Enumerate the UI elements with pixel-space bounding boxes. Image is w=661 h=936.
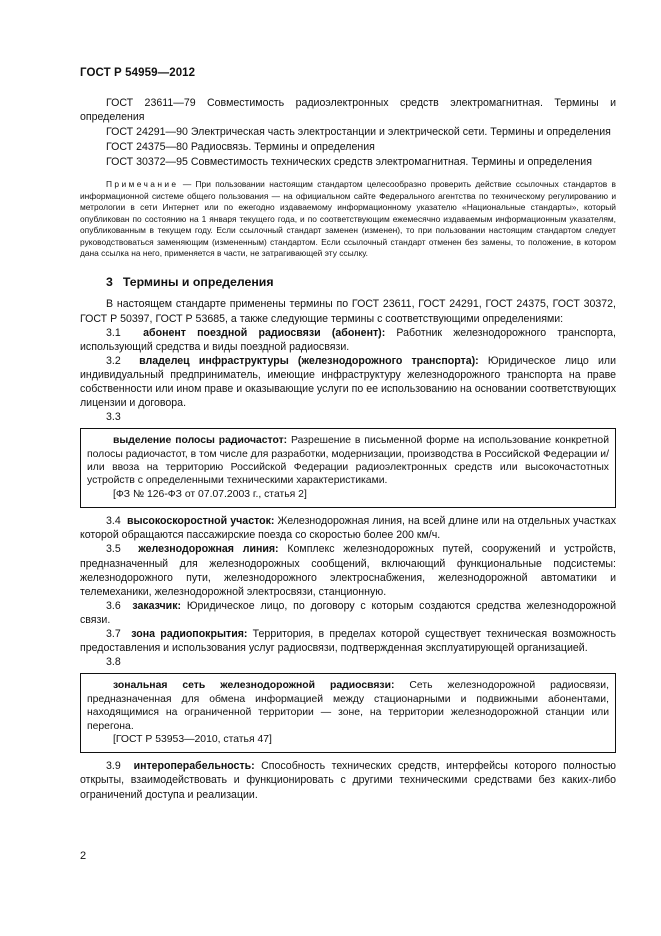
section-heading — [106, 275, 616, 289]
normative-reference: ГОСТ 23611—79 Совместимость радиоэлектронных средств электромагнитная. Термины и определения — [80, 97, 616, 124]
term-number: 3.9 — [106, 760, 121, 773]
term-entry — [80, 759, 616, 801]
term-name: интероперабельность: — [133, 760, 255, 773]
term-entry — [80, 627, 616, 655]
term-definition: Юридическое лицо, по договору с которым создаются средства железнодорожной связи. — [80, 599, 616, 626]
term-definition: Разрешение в письменной форме на использование конкретной полосы радиочастот, в том числе для разработки, модернизации, производства в Российской Федерации и/или ввоза на территорию Российской Федерации радиоэлектронных средств или высокочастотных устройств с определенными техническими характеристиками. — [87, 435, 609, 487]
note — [80, 179, 616, 259]
term-entry — [87, 434, 609, 488]
term-number: 3.3 — [106, 411, 121, 424]
term-name: выделение полосы радиочастот: — [113, 435, 288, 447]
term-name: владелец инфраструктуры (железнодорожного транспорта): — [139, 354, 479, 367]
term-definition: Территория, в пределах которой существует техническая возможность предоставления и использования услуг радиосвязи, подтвержденная эксплуатирующей организацией. — [80, 628, 617, 655]
term-entry — [80, 354, 616, 410]
term-entry — [80, 514, 616, 542]
term-entry — [80, 599, 616, 627]
note-label: Примечание — [106, 179, 179, 190]
term-definition: Способность технических средств, интерфейсы которого полностью открыты, взаимодействовать и функционировать с другими техническими средствами без каких-либо ограничений доступа и реализации. — [80, 760, 616, 801]
page-header: ГОСТ Р 54959—2012 — [80, 67, 196, 79]
note-text: — При пользовании настоящим стандартом целесообразно проверить действие ссылочных стандартов в информационной системе общего пользования — на официальном сайте Федерального агентства по техническому регулированию и метрологии в сети Интернет или по ежегодно издаваемому информационному указателю «Национальные стандарты», который опубликован по состоянию на 1 января текущего года, и по соответствующим ежемесячно издаваемым информационным указателям, опубликованным в текущем году. Если ссылочный стандарт заменен (изменен), то при пользовании настоящим стандартом следует руководствоваться заменяющим (измененным) стандартом. Если ссылочный стандарт отменен без замены, то положение, в котором дана ссылка на него, применяется в части, не затрагивающей эту ссылку. — [80, 179, 616, 258]
term-number: 3.7 — [106, 628, 121, 641]
term-number: 3.4 — [106, 515, 121, 528]
term-name: заказчик: — [132, 599, 182, 612]
term-name: железнодорожная линия: — [138, 543, 279, 556]
page-content — [80, 96, 616, 802]
term-source: [ГОСТ Р 53953—2010, статья 47] — [113, 733, 272, 745]
term-source: [ФЗ № 126-ФЗ от 07.07.2003 г., статья 2] — [113, 488, 307, 500]
normative-reference: ГОСТ 24375—80 Радиосвязь. Термины и определения — [106, 141, 375, 154]
term-name: зональная сеть железнодорожной радиосвязи: — [113, 680, 395, 692]
term-definition: Юридическое лицо или индивидуальный предприниматель, имеющие инфраструктуру железнодорожного транспорта на праве собственности или ином праве и оказывающие услуги по ее использованию на основании соответствующих лицензии и договора. — [80, 354, 617, 410]
term-definition: Работник железнодорожного транспорта, использующий средства и виды поездной радиосвязи. — [80, 326, 616, 353]
term-number: 3.5 — [106, 543, 121, 556]
term-name: абонент поездной радиосвязи (абонент): — [143, 326, 386, 339]
term-box — [80, 673, 616, 753]
term-definition: Железнодорожная линия, на всей длине или на отдельных участках которой обращаются пассажирские поезда со скоростью более 200 км/ч. — [80, 515, 616, 542]
term-name: зона радиопокрытия: — [131, 628, 248, 641]
term-number: 3.6 — [106, 599, 121, 612]
term-number: 3.8 — [106, 656, 121, 669]
normative-reference: ГОСТ 24291—90 Электрическая часть электростанции и электрической сети. Термины и определения — [106, 126, 611, 139]
term-name: высокоскоростной участок: — [126, 515, 275, 528]
term-entry — [87, 679, 609, 733]
normative-reference: ГОСТ 30372—95 Совместимость технических средств электромагнитная. Термины и определения — [106, 156, 592, 169]
term-number: 3.1 — [106, 326, 121, 339]
term-entry — [80, 326, 616, 354]
term-definition: Комплекс железнодорожных путей, сооружений и устройств, предназначенный для железнодорожных сообщений, включающий функциональные подсистемы: железнодорожного пути, железнодорожного электроснабжения, железнодорожной автоматики и телемеханики, железнодорожной электросвязи, станционную. — [80, 543, 616, 598]
term-box — [80, 428, 616, 508]
section-intro: В настоящем стандарте применены термины по ГОСТ 23611, ГОСТ 24291, ГОСТ 24375, ГОСТ 30372, ГОСТ Р 50397, ГОСТ Р 53685, а также следующие термины с соответствующими определениями: — [80, 298, 616, 325]
section-number: 3 — [106, 275, 113, 290]
page-number: 2 — [80, 850, 87, 862]
section-title: Термины и определения — [122, 275, 274, 290]
term-entry — [80, 542, 616, 598]
term-number: 3.2 — [106, 354, 121, 367]
term-definition: Сеть железнодорожной радиосвязи, предназначенная для обмена информацией между стационарными и подвижными абонентами, находящимися на ограниченной территории — зоне, на территории железнодорожной станции или перегона. — [87, 680, 609, 732]
